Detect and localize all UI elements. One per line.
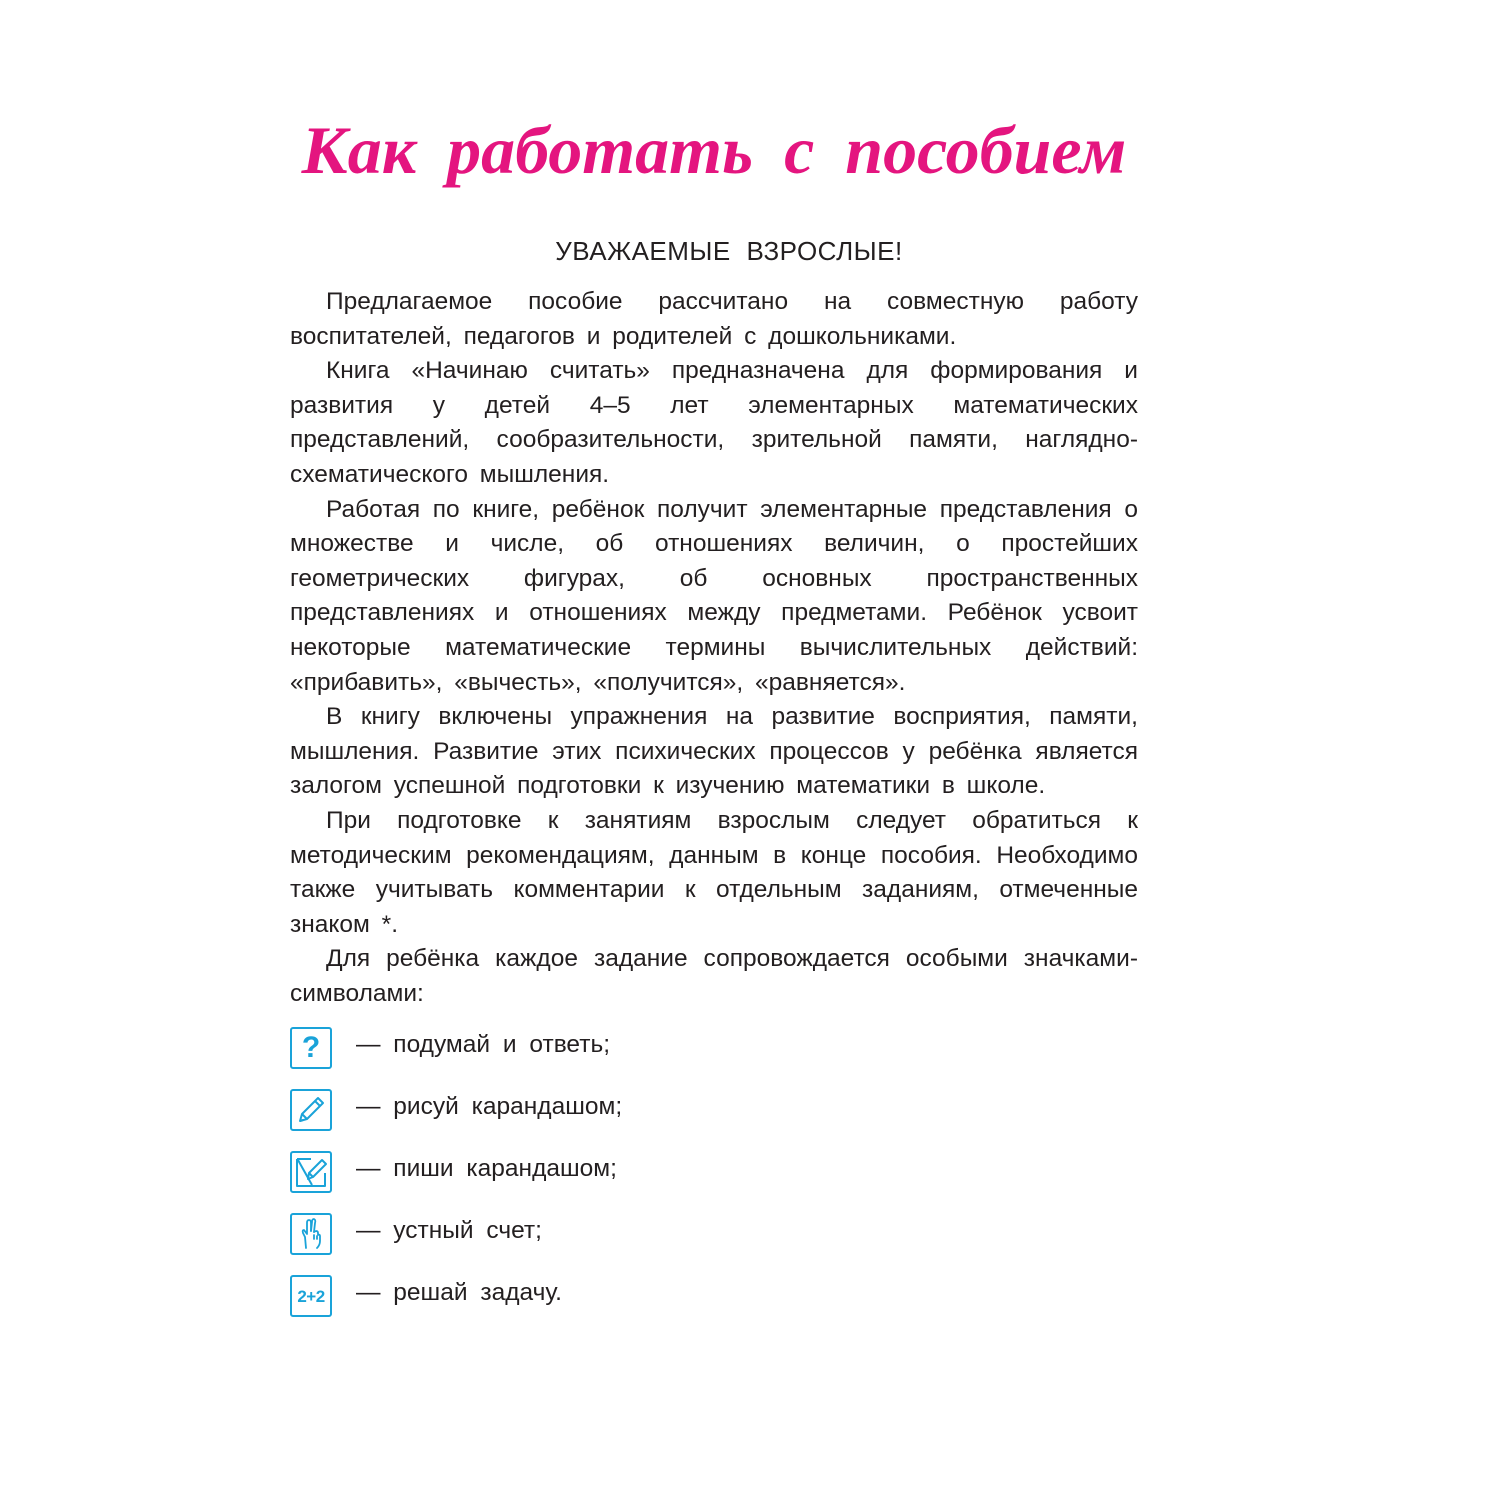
paragraph-preparation: При подготовке к занятиям взрослым следует обратиться к методическим рекомендациям, данным в конце пособия. Необходимо также учитывать комментарии к отдельным заданиям, отмеченные знаком *. bbox=[290, 806, 1138, 938]
write-pencil-icon bbox=[290, 1151, 332, 1193]
legend-item-label: — рисуй карандашом; bbox=[356, 1093, 623, 1121]
counting-hand-icon bbox=[290, 1213, 332, 1255]
legend-item-solve bbox=[290, 1273, 1138, 1319]
sum-icon: 2+2 bbox=[290, 1275, 332, 1317]
legend-item-oral-count bbox=[290, 1211, 1138, 1257]
symbol-legend bbox=[290, 1025, 1138, 1319]
paragraph-intro: Предлагаемое пособие рассчитано на совместную работу воспитателей, педагогов и родителей с дошкольниками. bbox=[290, 288, 1138, 350]
paragraph-child-learns: Работая по книге, ребёнок получит элементарные представления о множестве и числе, об отношениях величин, о простейших геометрических фигурах, об основных пространственных представлениях и отношениях между предметами. Ребёнок усвоит некоторые математические термины вычислительных действий: «прибавить», «вычесть», «получится», «равняется». bbox=[290, 495, 1138, 696]
legend-item-label: — решай задачу. bbox=[356, 1279, 562, 1307]
paragraph-exercises: В книгу включены упражнения на развитие восприятия, памяти, мышления. Развитие этих психических процессов у ребёнка является залогом успешной подготовки к изучению математики в школе. bbox=[290, 703, 1138, 800]
page-subtitle: УВАЖАЕМЫЕ ВЗРОСЛЫЕ! bbox=[555, 236, 903, 266]
legend-item-label: — устный счет; bbox=[356, 1217, 542, 1245]
paragraph-symbols-intro: Для ребёнка каждое задание сопровождается особыми значками-символами: bbox=[290, 945, 1138, 1007]
page-title: Как работать с пособием bbox=[301, 112, 1127, 188]
page bbox=[290, 110, 1138, 1335]
paragraph-book-purpose: Книга «Начинаю считать» предназначена для формирования и развития у детей 4–5 лет элементарных математических представлений, сообразительности, зрительной памяти, наглядно-схематического мышления. bbox=[290, 357, 1138, 488]
pencil-icon bbox=[290, 1089, 332, 1131]
legend-item-label: — пиши карандашом; bbox=[356, 1155, 617, 1183]
legend-item-draw bbox=[290, 1087, 1138, 1133]
legend-item-label: — подумай и ответь; bbox=[356, 1031, 611, 1059]
question-mark-icon: ? bbox=[290, 1027, 332, 1069]
legend-item-think bbox=[290, 1025, 1138, 1071]
legend-item-write bbox=[290, 1149, 1138, 1195]
